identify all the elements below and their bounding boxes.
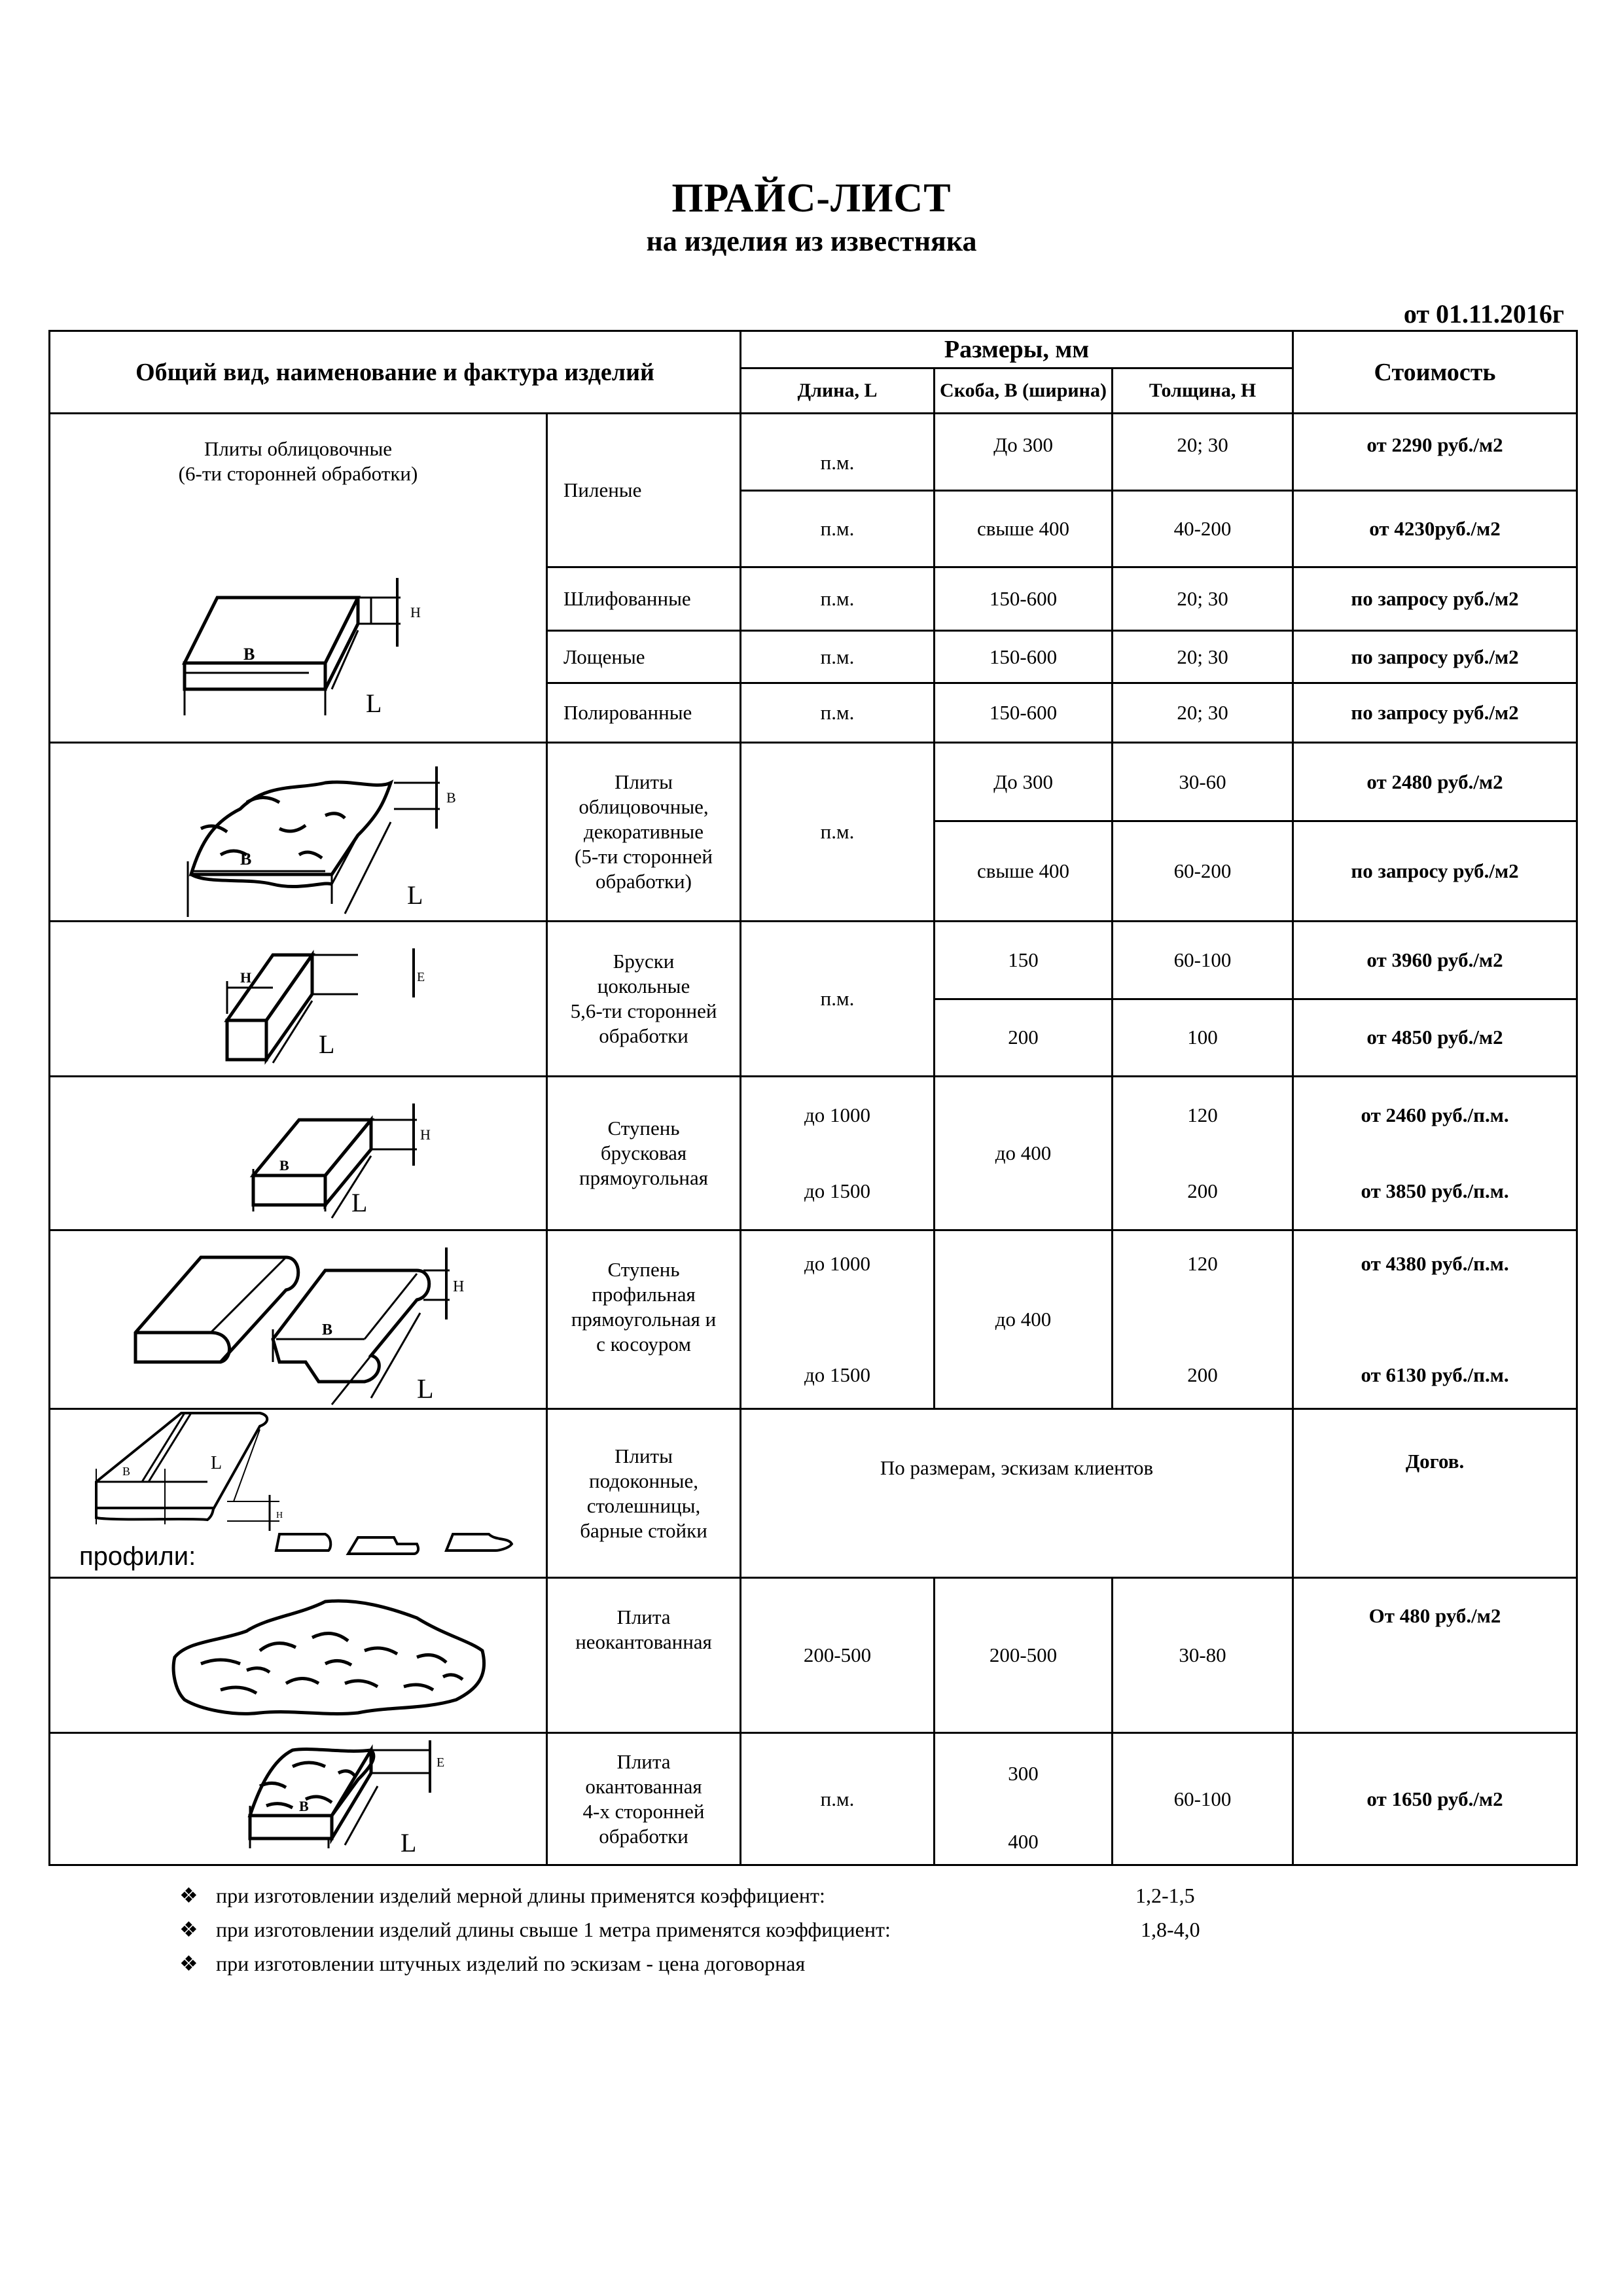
decor-r1-thickness: 30-60 bbox=[1113, 743, 1293, 821]
step-rect-thickness-1: 120 bbox=[1187, 1103, 1218, 1126]
table-row bbox=[50, 1578, 1577, 1733]
plinth-r1-width: 150 bbox=[935, 922, 1113, 999]
notes-list bbox=[179, 1878, 1329, 1981]
rect-step-drawing-icon bbox=[50, 1077, 548, 1229]
step-profile-thickness-1: 120 bbox=[1187, 1252, 1218, 1275]
svg-text:L: L bbox=[211, 1453, 223, 1473]
step-profile-length-1: до 1000 bbox=[804, 1252, 871, 1275]
diamond-bullet-icon: ❖ bbox=[179, 1952, 198, 1975]
step-rect-thickness bbox=[1113, 1077, 1293, 1230]
step-rect-price-1: от 2460 руб./п.м. bbox=[1361, 1103, 1509, 1126]
step-rect-length-1: до 1000 bbox=[804, 1103, 871, 1126]
decor-length: п.м. bbox=[741, 743, 935, 922]
header-thickness: Толщина, H bbox=[1113, 368, 1293, 414]
facing-polished-length: п.м. bbox=[741, 683, 935, 743]
svg-text:L: L bbox=[407, 880, 423, 910]
header-width: Скоба, B (ширина) bbox=[935, 368, 1113, 414]
edged-width-2: 400 bbox=[1008, 1829, 1039, 1853]
facing-r1-price: от 2290 руб./м2 bbox=[1293, 414, 1577, 491]
sill-sizes: По размерам, эскизам клиентов bbox=[741, 1409, 1293, 1578]
facing-r1-thickness: 20; 30 bbox=[1113, 414, 1293, 491]
diamond-bullet-icon: ❖ bbox=[179, 1918, 198, 1941]
step-rect-price bbox=[1293, 1077, 1577, 1230]
facing-polished-width: 150-600 bbox=[935, 683, 1113, 743]
rough-length: 200-500 bbox=[741, 1578, 935, 1733]
facing-polished-label: Полированные bbox=[547, 683, 741, 743]
header-sizes: Размеры, мм bbox=[741, 331, 1293, 368]
plinth-length: п.м. bbox=[741, 922, 935, 1077]
svg-text:L: L bbox=[401, 1828, 417, 1857]
edged-plate-drawing-icon bbox=[50, 1734, 548, 1864]
step-rect-thickness-2: 200 bbox=[1187, 1179, 1218, 1202]
edged-price: от 1650 руб./м2 bbox=[1293, 1733, 1577, 1865]
step-rect-name: Ступень брусковая прямоугольная bbox=[547, 1077, 741, 1230]
edged-plate-cell bbox=[50, 1733, 547, 1865]
decor-r2-thickness: 60-200 bbox=[1113, 821, 1293, 922]
svg-text:L: L bbox=[366, 689, 382, 718]
rough-price: От 480 руб./м2 bbox=[1293, 1578, 1577, 1733]
step-profile-cell bbox=[50, 1230, 547, 1409]
edged-thickness: 60-100 bbox=[1113, 1733, 1293, 1865]
facing-polished-price: по запросу руб./м2 bbox=[1293, 683, 1577, 743]
facing-r2-thickness: 40-200 bbox=[1113, 490, 1293, 567]
rough-thickness: 30-80 bbox=[1113, 1578, 1293, 1733]
sill-name: Плиты подоконные, столешницы, барные стойки bbox=[547, 1409, 741, 1578]
facing-honed-thickness: 20; 30 bbox=[1113, 630, 1293, 683]
table-row bbox=[50, 1230, 1577, 1409]
step-profile-thickness-2: 200 bbox=[1187, 1363, 1218, 1386]
svg-text:H: H bbox=[453, 1278, 465, 1295]
svg-text:B: B bbox=[446, 789, 456, 806]
page-subtitle: на изделия из известняка bbox=[646, 225, 977, 257]
facing-polished-thickness: 20; 30 bbox=[1113, 683, 1293, 743]
step-profile-name: Ступень профильная прямоугольная и с косоуром bbox=[547, 1230, 741, 1409]
list-item: ❖ при изготовлении изделий длины свыше 1 метра применятся коэффициент: 1,8-4,0 bbox=[216, 1912, 1329, 1946]
facing-r2-length: п.м. bbox=[741, 490, 935, 567]
facing-ground-length: п.м. bbox=[741, 567, 935, 631]
plinth-r2-thickness: 100 bbox=[1113, 999, 1293, 1077]
step-profile-price-2: от 6130 руб./п.м. bbox=[1361, 1363, 1509, 1386]
decor-name: Плиты облицовочные, декоративные (5-ти сторонней обработки) bbox=[547, 743, 741, 922]
svg-text:B: B bbox=[322, 1321, 333, 1338]
profile-step-drawing-icon bbox=[50, 1231, 548, 1408]
decor-r1-price: от 2480 руб./м2 bbox=[1293, 743, 1577, 821]
sill-price: Догов. bbox=[1293, 1409, 1577, 1578]
plinth-bar-drawing-icon bbox=[50, 922, 548, 1075]
svg-text:H: H bbox=[420, 1126, 431, 1143]
step-profile-price bbox=[1293, 1230, 1577, 1409]
svg-text:H: H bbox=[240, 969, 252, 986]
svg-text:L: L bbox=[319, 1030, 335, 1059]
sill-cell bbox=[50, 1409, 547, 1578]
profiles-label: профили: bbox=[79, 1542, 196, 1571]
svg-text:E: E bbox=[417, 970, 425, 984]
step-rect-length-2: до 1500 bbox=[804, 1179, 871, 1202]
header-length: Длина, L bbox=[741, 368, 935, 414]
facing-r1-width: До 300 bbox=[935, 414, 1113, 491]
header-product: Общий вид, наименование и фактура изделий bbox=[50, 331, 741, 414]
step-profile-length-2: до 1500 bbox=[804, 1363, 871, 1386]
decor-r2-width: свыше 400 bbox=[935, 821, 1113, 922]
facing-r2-width: свыше 400 bbox=[935, 490, 1113, 567]
price-list-date: от 01.11.2016г bbox=[1403, 299, 1564, 329]
facing-honed-label: Лощеные bbox=[547, 630, 741, 683]
step-rect-cell bbox=[50, 1077, 547, 1230]
step-rect-price-2: от 3850 руб./п.м. bbox=[1361, 1179, 1509, 1202]
facing-plate-cell bbox=[50, 414, 547, 743]
facing-ground-label: Шлифованные bbox=[547, 567, 741, 631]
svg-text:B: B bbox=[279, 1157, 289, 1174]
step-rect-length bbox=[741, 1077, 935, 1230]
svg-text:E: E bbox=[437, 1755, 445, 1770]
edged-length: п.м. bbox=[741, 1733, 935, 1865]
rough-plate-drawing-icon bbox=[50, 1579, 548, 1732]
plinth-r1-price: от 3960 руб./м2 bbox=[1293, 922, 1577, 999]
step-rect-width: до 400 bbox=[935, 1077, 1113, 1230]
table-row bbox=[50, 743, 1577, 821]
facing-sawn-label: Пиленые bbox=[547, 414, 741, 567]
edged-name: Плита окантованная 4-х сторонней обработки bbox=[547, 1733, 741, 1865]
table-row bbox=[50, 1733, 1577, 1865]
plinth-r1-thickness: 60-100 bbox=[1113, 922, 1293, 999]
step-profile-thickness bbox=[1113, 1230, 1293, 1409]
svg-text:L: L bbox=[351, 1188, 368, 1217]
decorative-plate-drawing-icon bbox=[50, 744, 548, 920]
svg-text:B: B bbox=[243, 645, 255, 664]
svg-text:L: L bbox=[417, 1374, 434, 1405]
svg-text:H: H bbox=[410, 604, 421, 620]
step-profile-price-1: от 4380 руб./п.м. bbox=[1361, 1252, 1509, 1275]
decor-plate-cell bbox=[50, 743, 547, 922]
page-title: ПРАЙС-ЛИСТ bbox=[671, 176, 952, 221]
facing-ground-price: по запросу руб./м2 bbox=[1293, 567, 1577, 631]
svg-text:B: B bbox=[122, 1465, 131, 1478]
table-row bbox=[50, 1077, 1577, 1230]
step-profile-width: до 400 bbox=[935, 1230, 1113, 1409]
svg-text:H: H bbox=[276, 1511, 283, 1520]
facing-r2-price: от 4230руб./м2 bbox=[1293, 490, 1577, 567]
svg-text:B: B bbox=[240, 850, 252, 869]
plinth-r2-price: от 4850 руб./м2 bbox=[1293, 999, 1577, 1077]
table-row bbox=[50, 1409, 1577, 1578]
facing-ground-width: 150-600 bbox=[935, 567, 1113, 631]
plinth-cell bbox=[50, 922, 547, 1077]
rough-plate-cell bbox=[50, 1578, 547, 1733]
rough-width: 200-500 bbox=[935, 1578, 1113, 1733]
list-item: ❖ при изготовлении изделий мерной длины применятся коэффициент: 1,2-1,5 bbox=[216, 1878, 1329, 1912]
facing-honed-price: по запросу руб./м2 bbox=[1293, 630, 1577, 683]
facing-ground-thickness: 20; 30 bbox=[1113, 567, 1293, 631]
price-table bbox=[48, 330, 1578, 1866]
facing-honed-width: 150-600 bbox=[935, 630, 1113, 683]
step-profile-length bbox=[741, 1230, 935, 1409]
rough-name: Плита неокантованная bbox=[547, 1578, 741, 1733]
decor-r1-width: До 300 bbox=[935, 743, 1113, 821]
svg-text:B: B bbox=[299, 1798, 309, 1814]
table-row bbox=[50, 922, 1577, 999]
facing-title: Плиты облицовочные (6-ти сторонней обработки) bbox=[178, 437, 418, 485]
diamond-bullet-icon: ❖ bbox=[179, 1884, 198, 1907]
facing-honed-length: п.м. bbox=[741, 630, 935, 683]
header-price: Стоимость bbox=[1293, 331, 1577, 414]
edged-width-1: 300 bbox=[1008, 1761, 1039, 1785]
plinth-name: Бруски цокольные 5,6-ти сторонней обработки bbox=[547, 922, 741, 1077]
table-row bbox=[50, 414, 1577, 491]
plinth-r2-width: 200 bbox=[935, 999, 1113, 1077]
facing-r1-length: п.м. bbox=[741, 414, 935, 491]
edged-width bbox=[935, 1733, 1113, 1865]
decor-r2-price: по запросу руб./м2 bbox=[1293, 821, 1577, 922]
list-item: ❖ при изготовлении штучных изделий по эскизам - цена договорная bbox=[216, 1946, 1329, 1981]
